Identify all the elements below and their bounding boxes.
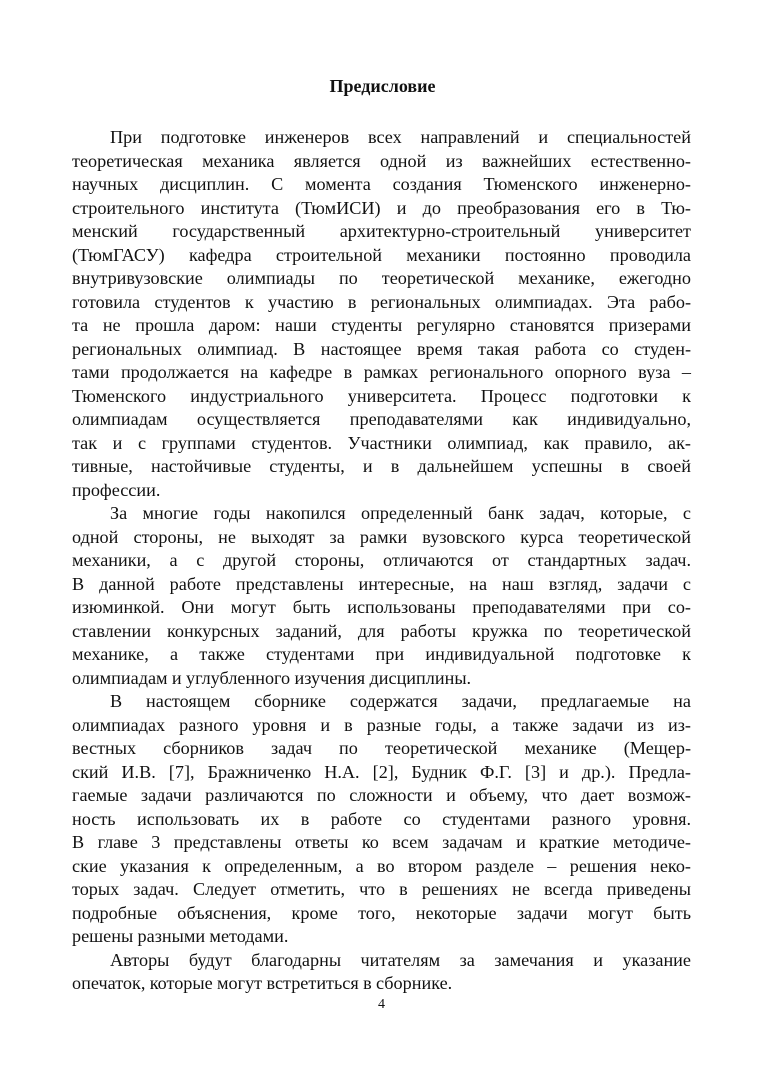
text-line: ский И.В. [7], Бражниченко Н.А. [2], Будник Ф.Г. [3] и др.). Предла-: [72, 761, 691, 782]
text-line: та не прошла даром: наши студенты регулярно становятся призерами: [72, 315, 691, 335]
text-line: механики, а с другой стороны, отличаются от стандартных задач.: [72, 550, 691, 570]
page-number: 4: [378, 997, 385, 1012]
paragraph: [72, 949, 691, 996]
text-line: внутривузовские олимпиады по теоретической механике, ежегодно: [72, 268, 691, 288]
text-line: менский государственный архитектурно-строительный университет: [72, 221, 691, 241]
text-line: За многие годы накопился определенный банк задач, которые, с: [110, 503, 691, 523]
text-line: В данной работе представлены интересные, на наш взгляд, задачи с: [72, 573, 691, 594]
text-line: механике, а также студентами при индивидуальной подготовке к: [72, 644, 691, 664]
text-line: ность использовать их в работе со студентами разного уровня.: [72, 808, 691, 829]
text-line: олимпиадам и углубленного изучения дисциплины.: [72, 667, 472, 688]
text-line: опечаток, которые могут встретиться в сборнике.: [72, 973, 453, 993]
text-line: одной стороны, не выходят за рамки вузовского курса теоретической: [72, 526, 691, 547]
text-line: Тюменского индустриального университета. Процесс подготовки к: [72, 385, 691, 406]
text-line: теоретическая механика является одной из важнейших естественно-: [72, 150, 691, 171]
text-line: олимпиадам осуществляется преподавателями как индивидуально,: [72, 409, 691, 429]
text-line: (ТюмГАСУ) кафедра строительной механики постоянно проводила: [72, 244, 691, 265]
text-line: В главе 3 представлены ответы ко всем задачам и краткие методиче-: [72, 832, 691, 852]
paragraph: [72, 690, 691, 949]
text-line: решены разными методами.: [72, 926, 289, 946]
text-line: В настоящем сборнике содержатся задачи, предлагаемые на: [110, 691, 691, 711]
text-line: изюминкой. Они могут быть использованы преподавателями при со-: [72, 597, 691, 617]
paragraph: [72, 502, 691, 690]
text-line: ские указания к определенным, а во втором разделе – решения неко-: [72, 855, 691, 876]
text-line: профессии.: [72, 479, 161, 500]
text-line: научных дисциплин. С момента создания Тюменского инженерно-: [72, 174, 691, 194]
text-line: ставлении конкурсных заданий, для работы кружка по теоретической: [72, 620, 691, 641]
text-line: Авторы будут благодарны читателям за замечания и указание: [110, 949, 691, 970]
page-title: Предисловие: [329, 76, 436, 96]
paragraph: [72, 126, 691, 502]
text-line: гаемые задачи различаются по сложности и объему, что дает возмож-: [72, 785, 691, 805]
text-line: готовила студентов к участию в региональных олимпиадах. Эта рабо-: [72, 291, 691, 312]
text-line: так и с группами студентов. Участники олимпиад, как правило, ак-: [72, 432, 691, 453]
text-line: подробные объяснения, кроме того, некоторые задачи могут быть: [72, 902, 691, 923]
text-line: тивные, настойчивые студенты, и в дальнейшем успешны в своей: [72, 456, 691, 476]
text-line: вестных сборников задач по теоретической механике (Мещер-: [72, 738, 691, 758]
text-line: строительного института (ТюмИСИ) и до преобразования его в Тю-: [72, 197, 691, 218]
text-line: торых задач. Следует отметить, что в решениях не всегда приведены: [72, 879, 691, 899]
text-line: региональных олимпиад. В настоящее время такая работа со студен-: [72, 338, 691, 359]
text-line: При подготовке инженеров всех направлений и специальностей: [110, 127, 691, 147]
body-text: [72, 126, 691, 996]
text-line: олимпиадах разного уровня и в разные годы, а также задачи из из-: [72, 714, 691, 735]
document-page: [72, 74, 691, 1034]
text-line: тами продолжается на кафедре в рамках регионального опорного вуза –: [72, 362, 691, 382]
